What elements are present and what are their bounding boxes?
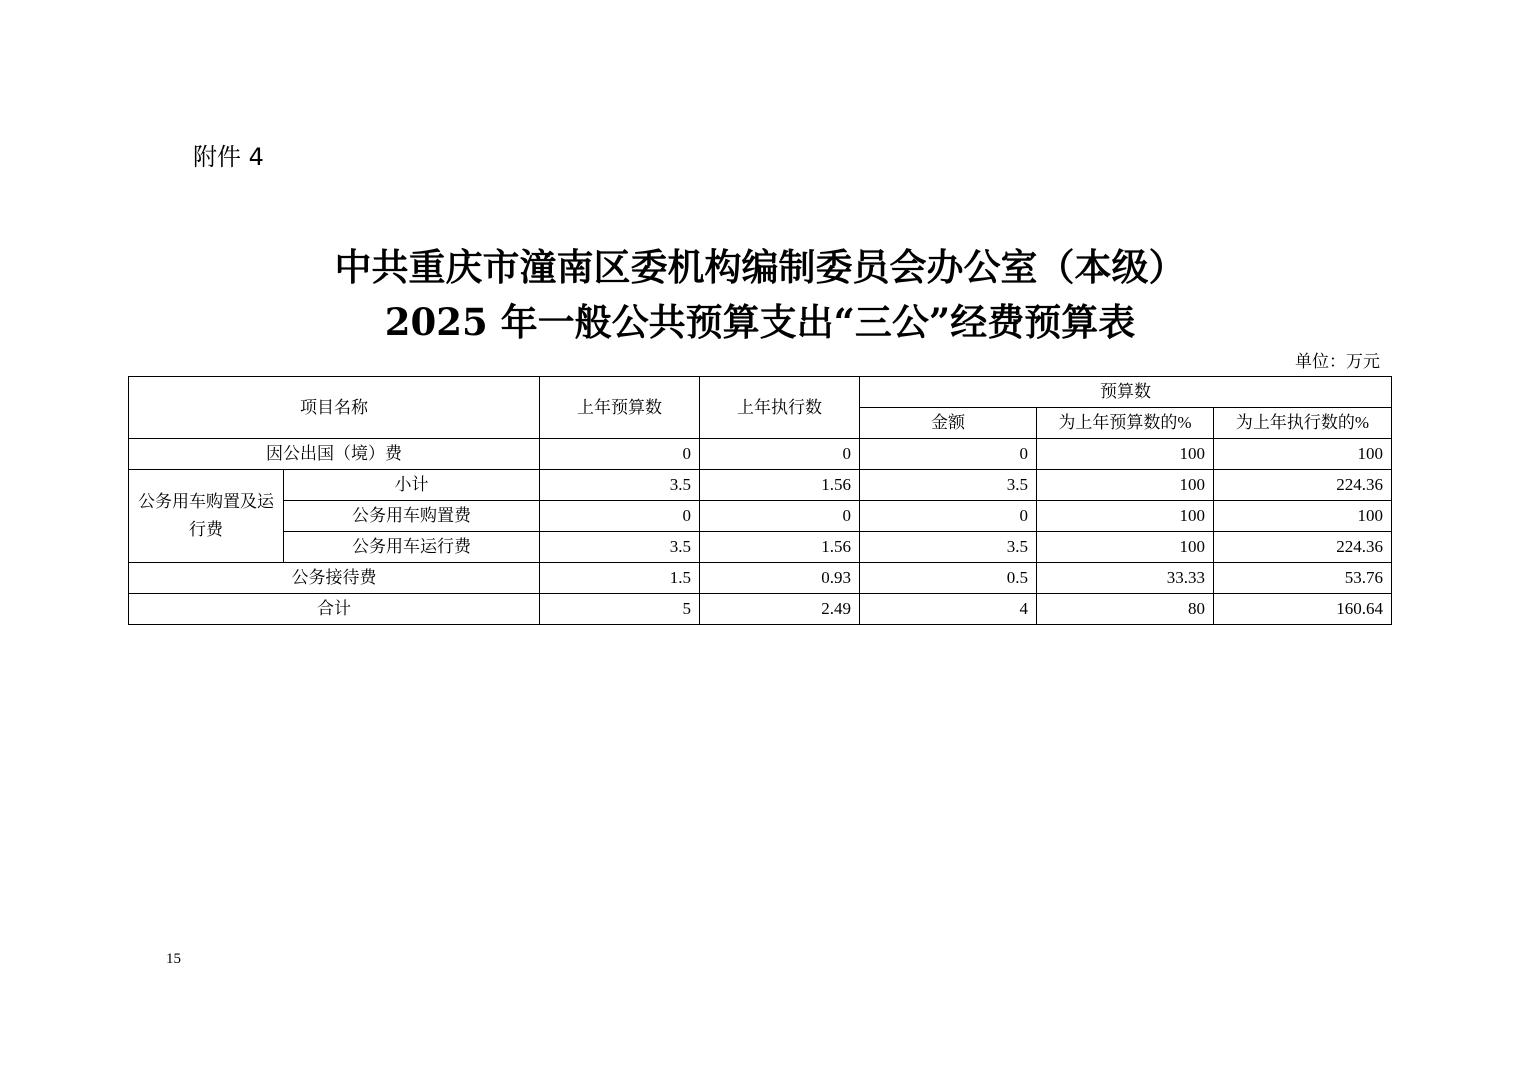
cell-pct-budget: 33.33 — [1037, 563, 1214, 594]
table-row — [129, 501, 1392, 532]
cell-last-budget: 3.5 — [540, 470, 700, 501]
cell-last-budget: 3.5 — [540, 532, 700, 563]
cell-pct-exec: 224.36 — [1214, 532, 1392, 563]
table-header-row — [129, 377, 1392, 408]
cell-pct-budget: 80 — [1037, 594, 1214, 625]
cell-last-budget: 0 — [540, 439, 700, 470]
row-name: 小计 — [284, 470, 540, 501]
cell-amount: 0 — [860, 501, 1037, 532]
cell-amount: 0 — [860, 439, 1037, 470]
cell-last-exec: 2.49 — [700, 594, 860, 625]
cell-last-exec: 0 — [700, 501, 860, 532]
cell-pct-budget: 100 — [1037, 439, 1214, 470]
cell-amount: 0.5 — [860, 563, 1037, 594]
row-name: 公务用车运行费 — [284, 532, 540, 563]
header-budget: 预算数 — [860, 377, 1392, 408]
document-title-line-2: 2025 年一般公共预算支出“三公”经费预算表 — [384, 300, 1136, 344]
cell-pct-budget: 100 — [1037, 470, 1214, 501]
cell-last-exec: 1.56 — [700, 532, 860, 563]
table-row — [129, 532, 1392, 563]
cell-amount: 4 — [860, 594, 1037, 625]
header-item-name: 项目名称 — [129, 377, 540, 439]
cell-last-exec: 0.93 — [700, 563, 860, 594]
row-name: 公务接待费 — [129, 563, 540, 594]
cell-pct-exec: 100 — [1214, 439, 1392, 470]
row-name: 因公出国（境）费 — [129, 439, 540, 470]
cell-last-exec: 0 — [700, 439, 860, 470]
cell-pct-exec: 160.64 — [1214, 594, 1392, 625]
cell-last-exec: 1.56 — [700, 470, 860, 501]
budget-table — [128, 376, 1392, 625]
cell-amount: 3.5 — [860, 470, 1037, 501]
cell-pct-exec: 100 — [1214, 501, 1392, 532]
table-row — [129, 439, 1392, 470]
cell-pct-exec: 224.36 — [1214, 470, 1392, 501]
table-total-row — [129, 594, 1392, 625]
unit-label: 单位：万元 — [1295, 352, 1380, 371]
cell-pct-budget: 100 — [1037, 501, 1214, 532]
header-pct-of-last-execution: 为上年执行数的% — [1214, 408, 1392, 439]
header-last-year-execution: 上年执行数 — [700, 377, 860, 439]
table-row — [129, 563, 1392, 594]
attachment-label: 附件 4 — [193, 143, 264, 171]
document-title-line-1: 中共重庆市潼南区委机构编制委员会办公室（本级） — [334, 245, 1186, 289]
header-amount: 金额 — [860, 408, 1037, 439]
header-pct-of-last-budget: 为上年预算数的% — [1037, 408, 1214, 439]
cell-last-budget: 5 — [540, 594, 700, 625]
table-row — [129, 470, 1392, 501]
cell-last-budget: 0 — [540, 501, 700, 532]
cell-pct-budget: 100 — [1037, 532, 1214, 563]
header-last-year-budget: 上年预算数 — [540, 377, 700, 439]
cell-amount: 3.5 — [860, 532, 1037, 563]
row-name: 公务用车购置费 — [284, 501, 540, 532]
row-group-name: 公务用车购置及运行费 — [129, 470, 284, 563]
row-name: 合计 — [129, 594, 540, 625]
page-number: 15 — [166, 951, 181, 967]
cell-pct-exec: 53.76 — [1214, 563, 1392, 594]
cell-last-budget: 1.5 — [540, 563, 700, 594]
